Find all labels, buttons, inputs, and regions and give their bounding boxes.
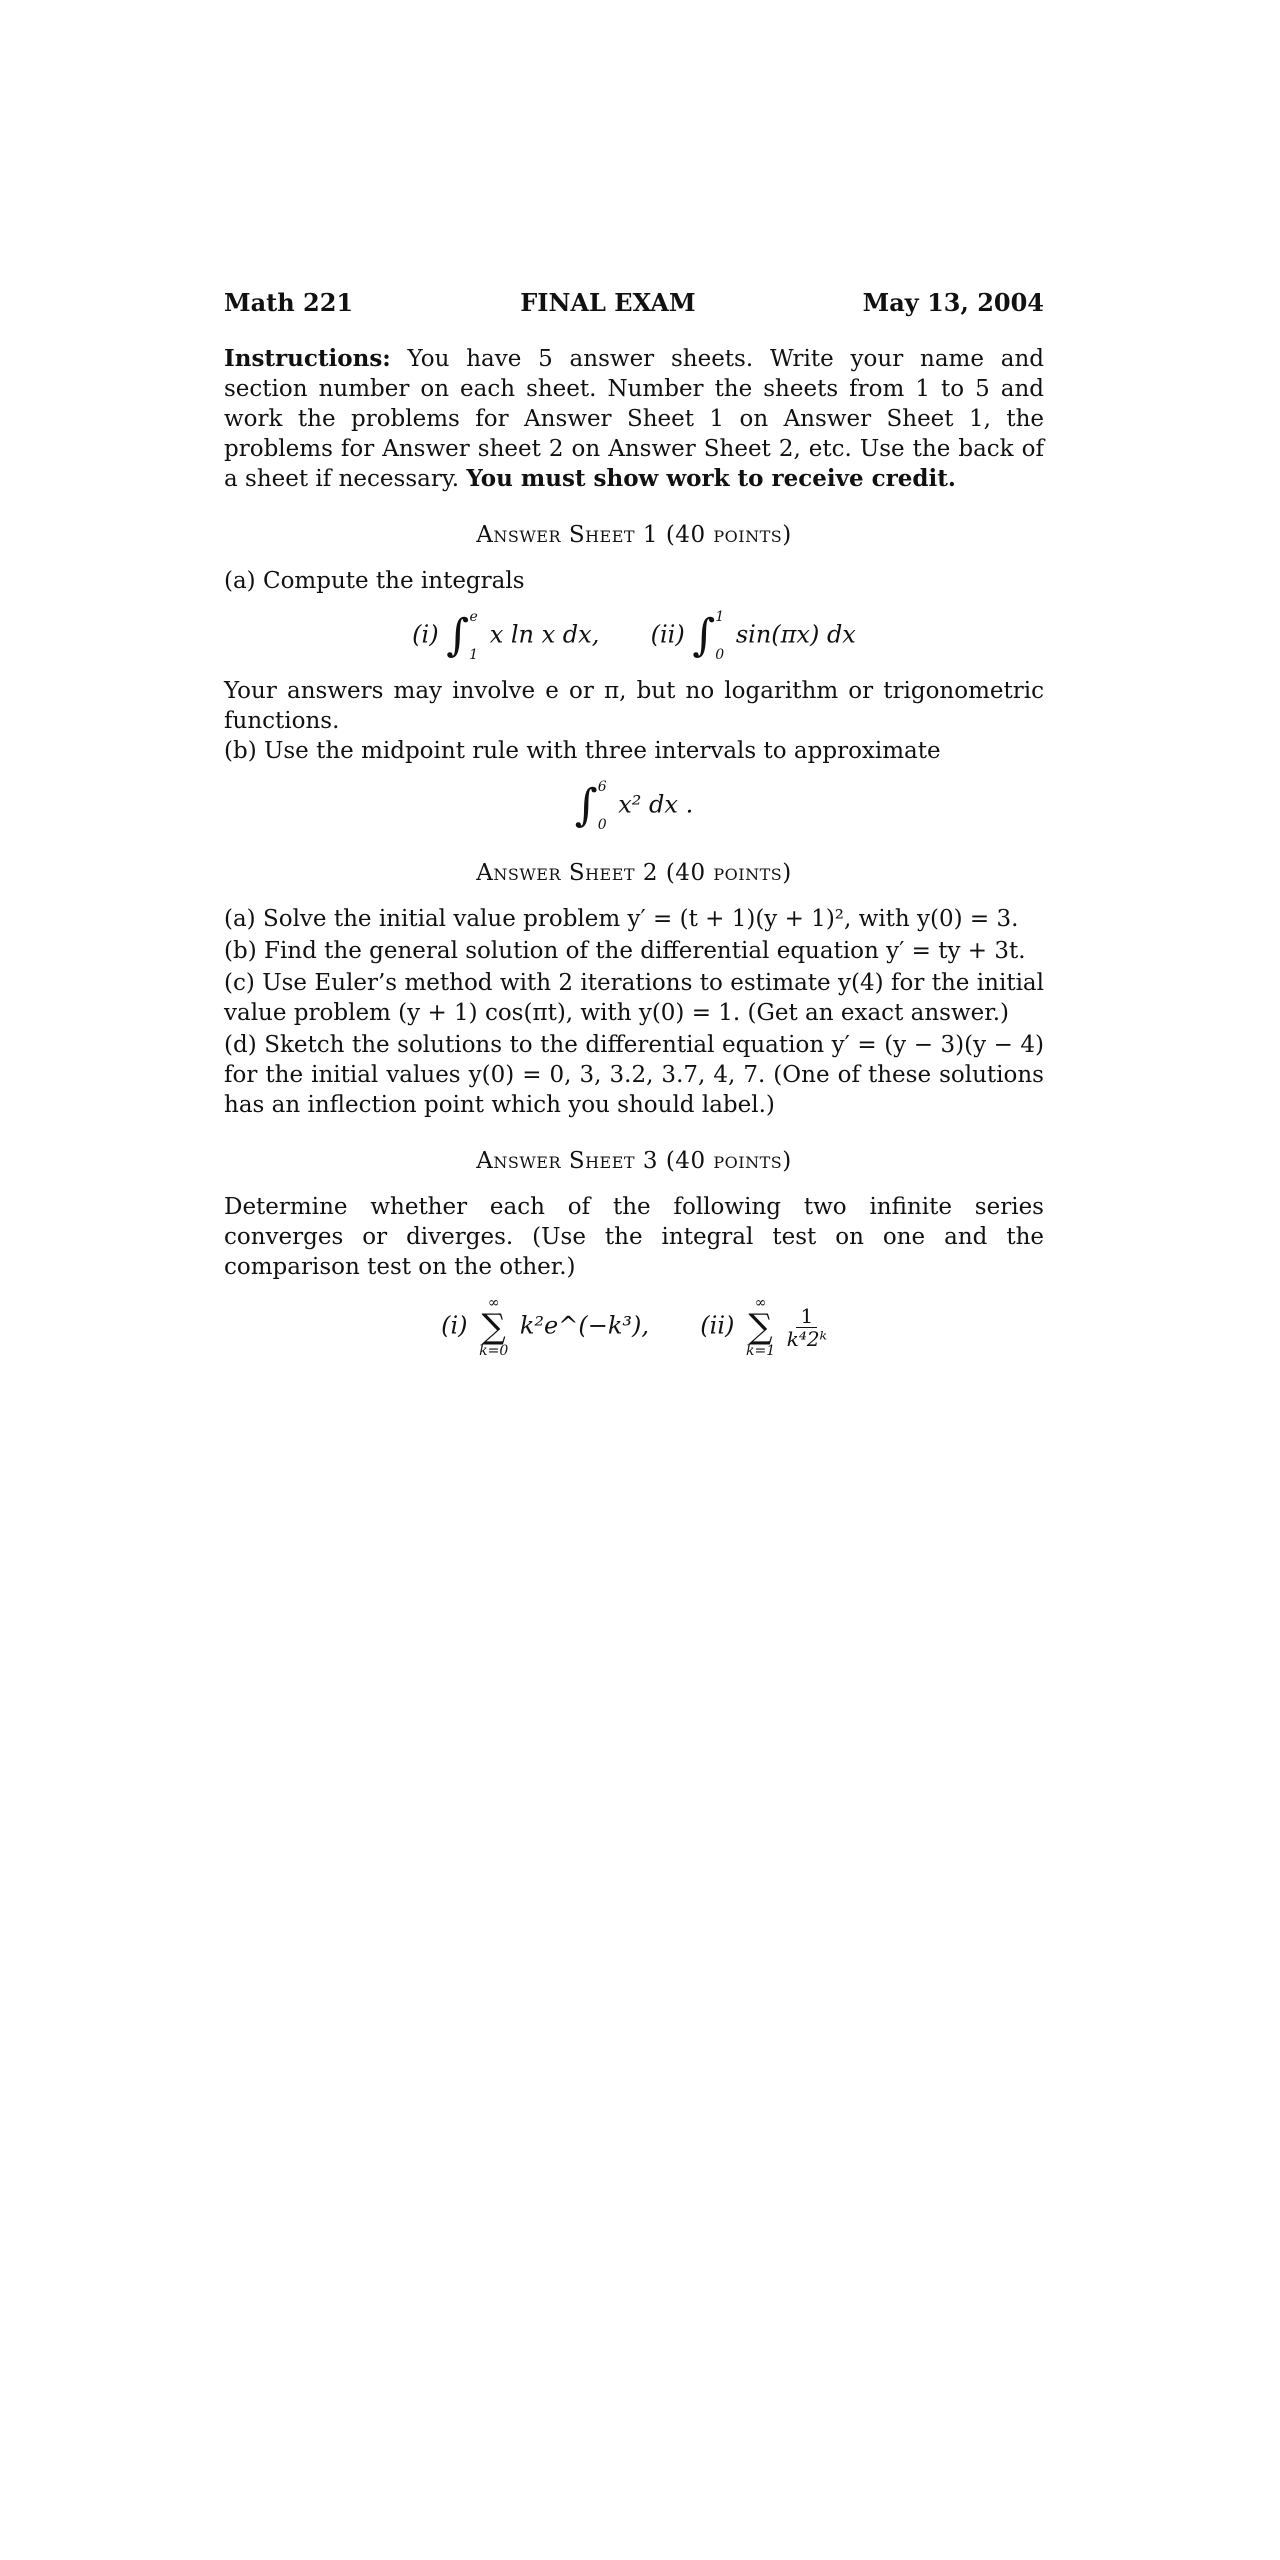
- integral-sign-icon: ∫: [692, 610, 716, 661]
- instructions-text: You have 5 answer sheets. Write your name and section number on each sheet. Number the sheets from 1 to 5 and work the problems for Answer Sheet 1 on Answer Sheet 1, the problems for Answer sheet 2 on Answer Sheet 2, etc. Use the back of a sheet if necessary.: [224, 346, 1044, 492]
- sheet3-series: [224, 1296, 1044, 1358]
- instructions-paragraph: [224, 344, 1044, 494]
- int-i-upper: e: [469, 609, 478, 625]
- sheet1-midpoint-integral: [224, 780, 1044, 832]
- int-b-limits: [598, 780, 607, 832]
- int-ii-upper: 1: [715, 609, 725, 625]
- course-name: Math 221: [224, 288, 354, 317]
- int-i-label: (i): [412, 620, 439, 649]
- sum-ii-operator: [746, 1296, 775, 1358]
- int-ii-label: (ii): [650, 620, 685, 649]
- summation-sign-icon: ∑: [748, 1307, 773, 1347]
- sum-ii-numerator: 1: [796, 1305, 817, 1328]
- sheet2-part-c: (c) Use Euler’s method with 2 iterations to estimate y(4) for the initial value problem (y + 1) cos(πt), with y(0) = 1. (Get an exact answer.): [224, 970, 1044, 1026]
- sum-i-body: k²e^(−k³),: [519, 1311, 649, 1340]
- int-i-body: x ln x dx,: [489, 620, 600, 649]
- sum-ii-lower: k=1: [746, 1343, 776, 1359]
- sheet2-part-b: (b) Find the general solution of the differential equation y′ = ty + 3t.: [224, 938, 1026, 964]
- int-b-body: x² dx .: [618, 790, 694, 819]
- exam-date: May 13, 2004: [862, 288, 1044, 317]
- int-i-lower: 1: [469, 647, 479, 663]
- sheet2-title: Answer Sheet 2 (40 points): [476, 860, 792, 886]
- sum-i-operator: [479, 1296, 508, 1358]
- summation-sign-icon: ∑: [481, 1307, 506, 1347]
- sum-i-lower: k=0: [479, 1343, 509, 1359]
- int-ii-body: sin(πx) dx: [735, 620, 856, 649]
- sheet1-note: Your answers may involve e or π, but no logarithm or trigonometric functions.: [224, 678, 1044, 734]
- instructions-emphasis: You must show work to receive credit.: [466, 465, 956, 492]
- sum-i-upper: ∞: [487, 1295, 500, 1311]
- sum-ii-label: (ii): [700, 1311, 735, 1340]
- sheet1-part-a: (a) Compute the integrals: [224, 568, 525, 594]
- exam-page: [224, 288, 1044, 1372]
- sum-i-label: (i): [441, 1311, 468, 1340]
- int-ii-limits: [715, 610, 724, 662]
- int-i-limits: [469, 610, 478, 662]
- instructions-label: Instructions:: [224, 345, 391, 372]
- sum-ii-fraction: [787, 1305, 827, 1350]
- int-b-lower: 0: [597, 817, 607, 833]
- sum-ii-denominator: k⁴2ᵏ: [786, 1326, 827, 1351]
- sheet3-text: Determine whether each of the following two infinite series converges or diverges. (Use the integral test on one and the comparison test on the other.): [224, 1194, 1044, 1280]
- sheet2-part-a: (a) Solve the initial value problem y′ = (t + 1)(y + 1)², with y(0) = 3.: [224, 906, 1019, 932]
- exam-header: [224, 288, 1044, 318]
- exam-title: FINAL EXAM: [520, 288, 696, 317]
- integral-sign-icon: ∫: [446, 610, 470, 661]
- integral-sign-icon: ∫: [574, 780, 598, 831]
- sheet1-part-b: (b) Use the midpoint rule with three intervals to approximate: [224, 738, 941, 764]
- sheet2-part-d: (d) Sketch the solutions to the differential equation y′ = (y − 3)(y − 4) for the initial values y(0) = 0, 3, 3.2, 3.7, 4, 7. (One of these solutions has an inflection point which you should label.): [224, 1032, 1044, 1118]
- sum-ii-upper: ∞: [754, 1295, 767, 1311]
- sheet1-integrals: [224, 610, 1044, 662]
- int-ii-lower: 0: [715, 647, 725, 663]
- int-b-upper: 6: [597, 779, 607, 795]
- sheet3-title: Answer Sheet 3 (40 points): [476, 1148, 792, 1174]
- sheet1-title: Answer Sheet 1 (40 points): [476, 522, 792, 548]
